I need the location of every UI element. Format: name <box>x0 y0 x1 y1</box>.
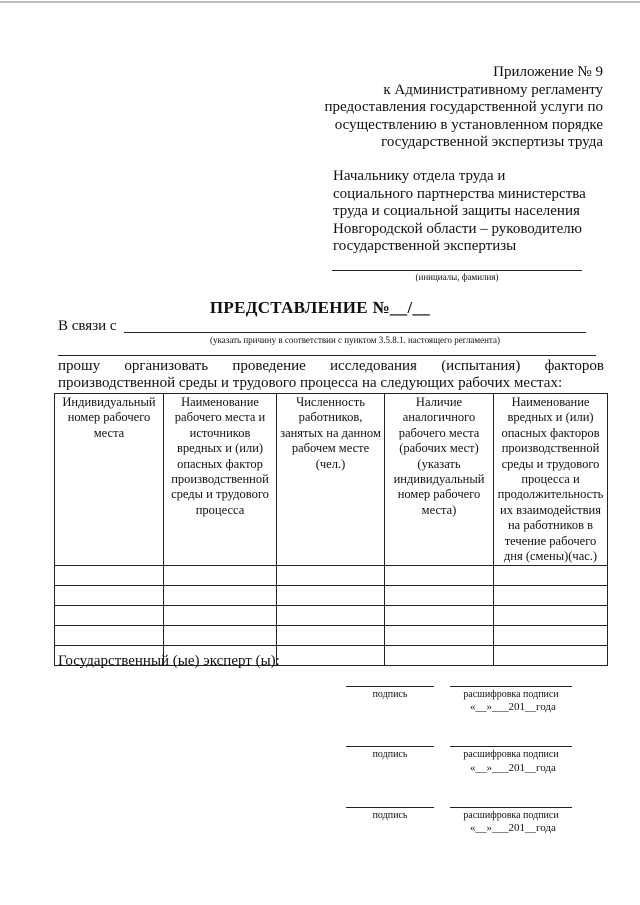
reason-caption: (указать причину в соответствии с пунктом 3.5.8.1. настоящего регламента) <box>210 335 500 345</box>
signature-date: «__»___201__года <box>470 701 556 713</box>
recipient-line: Новгородской области – руководителю <box>333 220 582 237</box>
appendix-header <box>300 64 603 152</box>
initials-field-line[interactable] <box>332 270 582 271</box>
table-cell[interactable] <box>385 626 494 646</box>
experts-label: Государственный (ые) эксперт (ы): <box>58 653 280 669</box>
recipient-line: труда и социальной защиты населения <box>333 203 580 219</box>
request-word: проведение <box>232 358 306 374</box>
signature-label: подпись <box>372 689 408 700</box>
table-row <box>55 586 608 606</box>
appendix-line: государственной экспертизы труда <box>381 134 603 150</box>
signature-line[interactable] <box>346 807 434 808</box>
table-cell[interactable] <box>385 586 494 606</box>
table-cell[interactable] <box>277 626 385 646</box>
request-line-2: производственной среды и трудового процесса на следующих рабочих местах: <box>58 375 563 391</box>
signature-line[interactable] <box>346 746 434 747</box>
table-cell[interactable] <box>55 586 164 606</box>
request-paragraph <box>58 358 604 392</box>
table-header-row <box>55 394 608 566</box>
decode-label: расшифровка подписи <box>463 689 559 700</box>
table-cell[interactable] <box>494 646 608 666</box>
request-word: прошу <box>58 358 101 374</box>
table-cell[interactable] <box>385 646 494 666</box>
table-cell[interactable] <box>164 626 277 646</box>
table-cell[interactable] <box>55 566 164 586</box>
decode-label: расшифровка подписи <box>463 810 559 821</box>
request-word: (испытания) <box>441 358 521 374</box>
table-row <box>55 566 608 586</box>
decode-line[interactable] <box>450 807 572 808</box>
recipient-line: социального партнерства министерства <box>333 185 586 202</box>
header-cell-workplace-number: Индивидуальный номер рабочего места <box>55 394 164 566</box>
table-cell[interactable] <box>494 586 608 606</box>
table-cell[interactable] <box>55 626 164 646</box>
reason-field-line[interactable] <box>124 332 586 333</box>
appendix-line: предоставления государственной услуги по <box>324 99 603 115</box>
document-title: ПРЕДСТАВЛЕНИЕ №__/__ <box>209 298 431 317</box>
table-cell[interactable] <box>277 566 385 586</box>
workplaces-table <box>54 393 608 666</box>
table-cell[interactable] <box>277 606 385 626</box>
decode-label: расшифровка подписи <box>463 749 559 760</box>
reason-label: В связи с <box>58 318 117 334</box>
signature-label: подпись <box>372 810 408 821</box>
table-cell[interactable] <box>164 586 277 606</box>
signature-date: «__»___201__года <box>470 822 556 834</box>
decode-line[interactable] <box>450 686 572 687</box>
table-cell[interactable] <box>277 586 385 606</box>
recipient-line: Начальнику отдела труда и <box>333 168 506 184</box>
header-cell-hazard-factors: Наименование вредных и (или) опасных факторов производственной среды и трудового процесса и продолжительность их взаимодействия на работников в течение рабочего дня (смены)(час.) <box>494 394 608 566</box>
initials-caption: (инициалы, фамилия) <box>415 272 499 282</box>
signature-date: «__»___201__года <box>470 762 556 774</box>
reason-continuation-line[interactable] <box>58 355 596 356</box>
table-cell[interactable] <box>55 606 164 626</box>
appendix-line: к Административному регламенту <box>383 81 603 98</box>
request-word: организовать <box>124 358 209 374</box>
table-cell[interactable] <box>164 566 277 586</box>
decode-line[interactable] <box>450 746 572 747</box>
request-word: исследования <box>330 358 417 374</box>
appendix-line: осуществлению в установленном порядке <box>334 116 603 133</box>
signature-label: подпись <box>372 749 408 760</box>
table-cell[interactable] <box>494 626 608 646</box>
table-cell[interactable] <box>277 646 385 666</box>
appendix-line: Приложение № 9 <box>493 64 603 80</box>
header-cell-headcount: Численность работников, занятых на данном рабочем месте (чел.) <box>277 394 385 566</box>
signature-line[interactable] <box>346 686 434 687</box>
table-cell[interactable] <box>494 566 608 586</box>
table-row <box>55 626 608 646</box>
scan-top-edge <box>0 1 640 3</box>
table-row <box>55 606 608 626</box>
header-cell-workplace-name: Наименование рабочего места и источников вредных и (или) опасных фактор производственной среды и трудового процесса <box>164 394 277 566</box>
table-cell[interactable] <box>385 566 494 586</box>
recipient-line: государственной экспертизы <box>333 238 517 254</box>
request-word: факторов <box>544 358 604 374</box>
header-cell-similar-workplaces: Наличие аналогичного рабочего места (рабочих мест) (указать индивидуальный номер рабочего места) <box>385 394 494 566</box>
table-cell[interactable] <box>164 606 277 626</box>
recipient-block <box>333 168 603 256</box>
table-cell[interactable] <box>494 606 608 626</box>
table-cell[interactable] <box>385 606 494 626</box>
